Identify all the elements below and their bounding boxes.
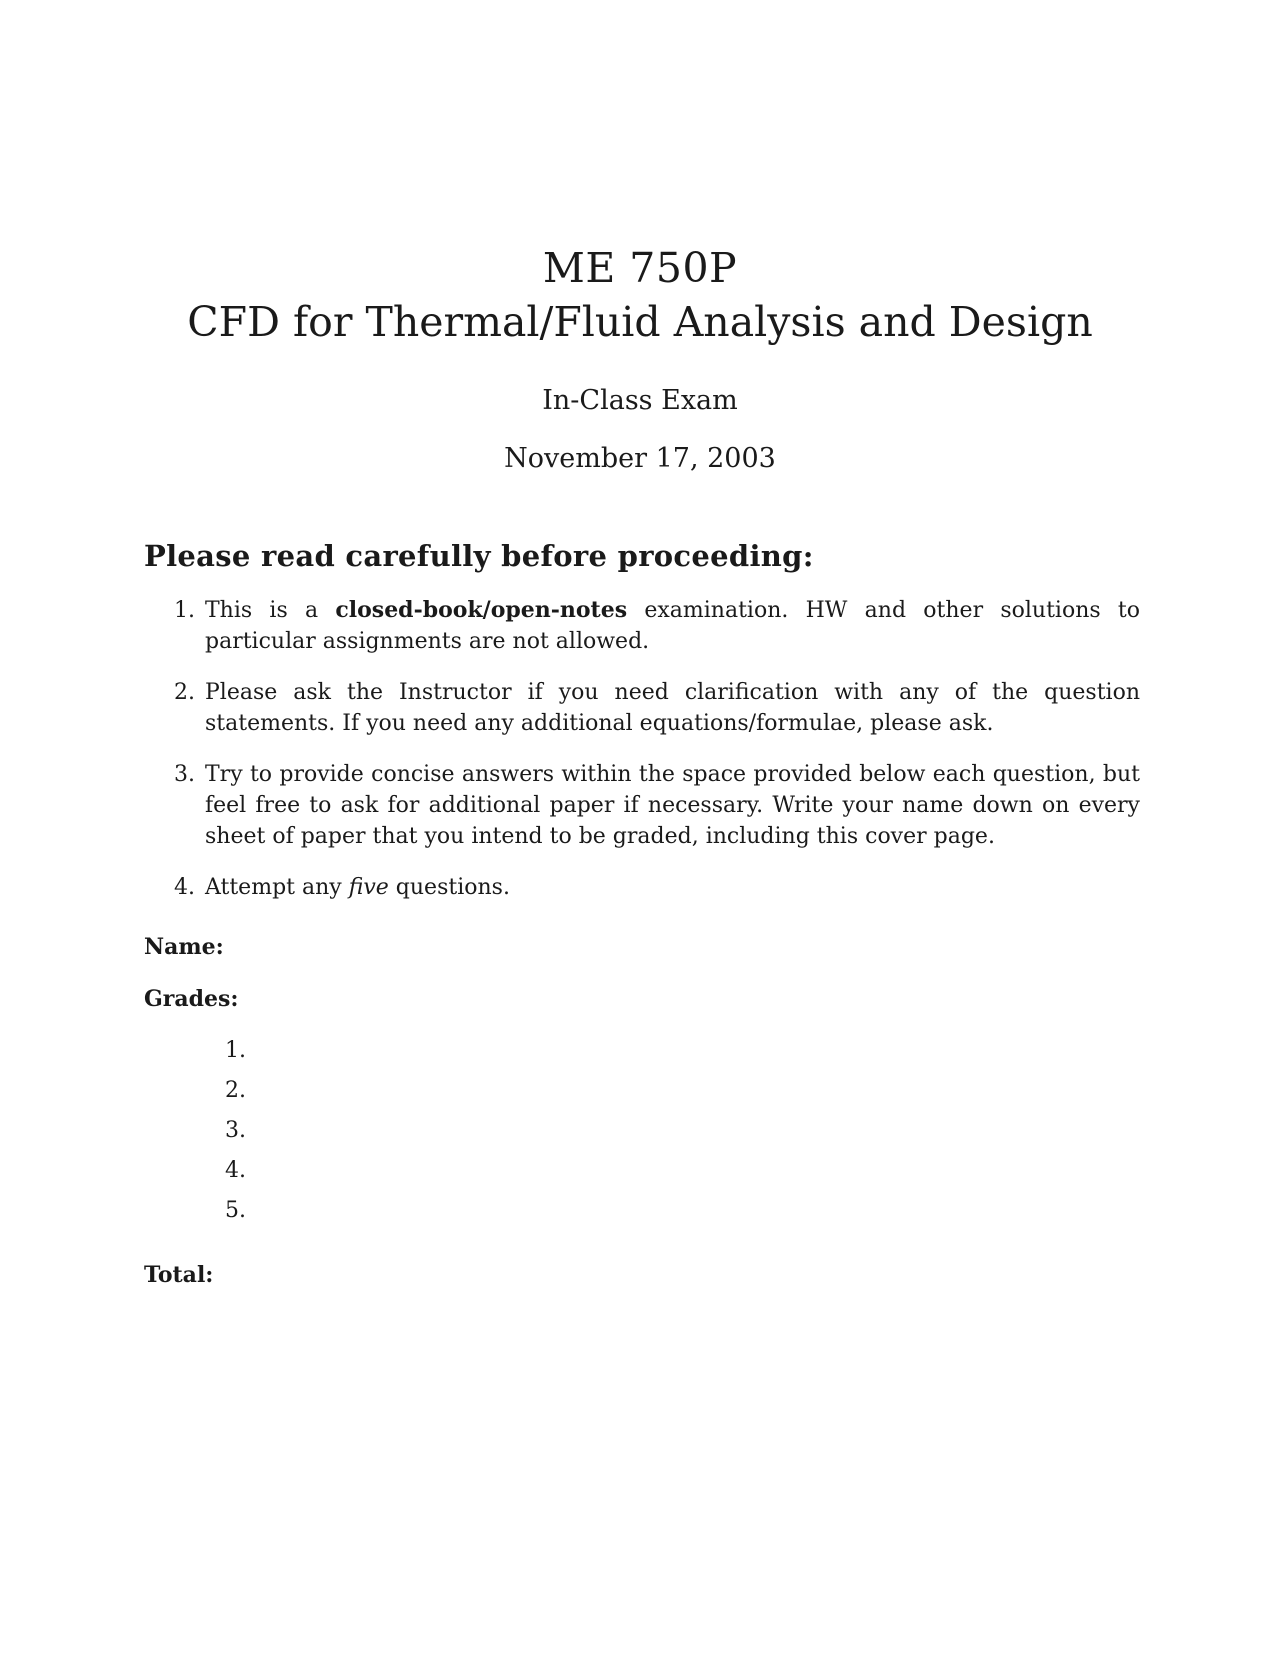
course-code: ME 750P bbox=[542, 244, 738, 292]
instruction-text: This is a closed-book/open-notes examination. HW and other solutions to particular assignments are not allowed. bbox=[205, 597, 1140, 654]
instruction-item bbox=[165, 872, 1140, 903]
instruction-item bbox=[165, 677, 1140, 739]
grade-number: 1. bbox=[225, 1038, 246, 1063]
instruction-item bbox=[165, 759, 1140, 852]
exam-type: In-Class Exam bbox=[542, 385, 738, 416]
instruction-number: 4. bbox=[174, 875, 195, 900]
instruction-text: Try to provide concise answers within the space provided below each question, but feel free to ask for additional paper if necessary. Write your name down on every sheet of paper that you intend to be graded, including this cover page. bbox=[205, 762, 1140, 849]
grade-number: 5. bbox=[225, 1198, 246, 1223]
grade-number: 3. bbox=[225, 1118, 246, 1143]
instruction-text: Attempt any five questions. bbox=[205, 875, 510, 900]
exam-date: November 17, 2003 bbox=[504, 443, 776, 474]
instruction-number: 2. bbox=[174, 680, 195, 705]
course-title: CFD for Thermal/Fluid Analysis and Design bbox=[187, 298, 1093, 346]
grade-number: 2. bbox=[225, 1078, 246, 1103]
instruction-number: 3. bbox=[174, 762, 195, 787]
instruction-emphasis: closed-book/open-notes bbox=[335, 597, 628, 623]
grades-label: Grades: bbox=[144, 986, 239, 1012]
instruction-emphasis: five bbox=[348, 875, 389, 900]
total-label: Total: bbox=[144, 1262, 214, 1288]
instruction-item bbox=[165, 595, 1140, 657]
instruction-number: 1. bbox=[174, 598, 195, 623]
instruction-text: Please ask the Instructor if you need clarification with any of the question statements. If you need any additional equations/formulae, please ask. bbox=[205, 680, 1140, 736]
grade-number: 4. bbox=[225, 1158, 246, 1183]
name-label: Name: bbox=[144, 934, 224, 960]
instructions-heading: Please read carefully before proceeding: bbox=[144, 539, 814, 573]
